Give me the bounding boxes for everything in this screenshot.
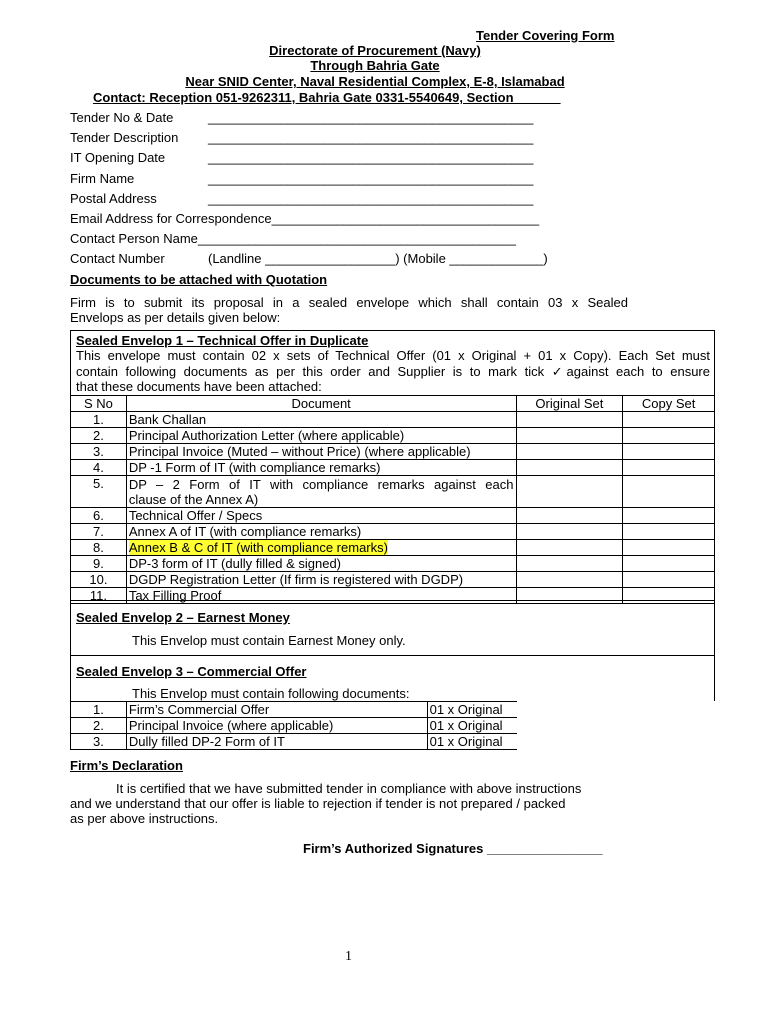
row-no: 8. (71, 540, 127, 556)
table-row (71, 460, 715, 476)
declaration-line-1: It is certified that we have submitted tender in compliance with above instructions (116, 781, 582, 796)
envelop-1-desc-2: contain following documents as per this order and Supplier is to mark tick ✓against each to ensure (76, 364, 710, 379)
col-header-copy-set: Copy Set (623, 396, 715, 412)
envelop-3-desc: This Envelop must contain following documents: (132, 686, 410, 701)
table-row (71, 556, 715, 572)
copy-set-cell[interactable] (623, 524, 715, 540)
row-no: 11. (71, 588, 127, 604)
highlighted-document: Annex B & C of IT (with compliance remarks) (128, 540, 388, 555)
row-document: Bank Challan (126, 412, 516, 428)
original-set-cell[interactable] (516, 524, 623, 540)
row-document: DGDP Registration Letter (If firm is registered with DGDP) (126, 572, 516, 588)
row-document: DP – 2 Form of IT with compliance remarks against each (128, 476, 514, 492)
signature-line[interactable]: Firm’s Authorized Signatures ________________ (303, 841, 603, 856)
field-label-tender-no: Tender No & Date (70, 110, 174, 125)
header-line-4: Contact: Reception 051-9262311, Bahria Gate 0331-5540649, Section ______ (93, 90, 561, 105)
row-quantity: 01 x Original (427, 734, 714, 750)
declaration-title: Firm’s Declaration (70, 758, 183, 773)
row-document: Principal Authorization Letter (where applicable) (126, 428, 516, 444)
contact-number-label: Contact Number (70, 251, 165, 266)
table-row (71, 572, 715, 588)
envelop-1-title: Sealed Envelop 1 – Technical Offer in Duplicate (76, 333, 369, 348)
table-header-row (71, 396, 715, 412)
envelop-1-table (70, 395, 715, 604)
row-document-highlight (126, 540, 516, 556)
field-label-it-opening-date: IT Opening Date (70, 150, 166, 165)
declaration-line-2: and we understand that our offer is liable to rejection if tender is not prepared / packed (70, 796, 566, 811)
table-row (71, 524, 715, 540)
row-no: 3. (71, 444, 127, 460)
original-set-cell[interactable] (516, 476, 623, 508)
row-no: 5. (71, 476, 127, 508)
row-document: Dully filled DP-2 Form of IT (126, 734, 427, 750)
form-title: Tender Covering Form (476, 28, 615, 43)
original-set-cell[interactable] (516, 428, 623, 444)
row-no: 4. (71, 460, 127, 476)
original-set-cell[interactable] (516, 572, 623, 588)
email-field[interactable]: Email Address for Correspondence_____________________________________ (70, 211, 540, 226)
original-set-cell[interactable] (516, 508, 623, 524)
header-line-3: Near SNID Center, Naval Residential Complex, E-8, Islamabad (185, 74, 565, 89)
row-document: DP -1 Form of IT (with compliance remarks) (126, 460, 516, 476)
contact-person-field[interactable]: Contact Person Name____________________________________________ (70, 231, 517, 246)
field-label-tender-description: Tender Description (70, 130, 179, 145)
row-document: Tax Filling Proof (126, 588, 516, 604)
row-no: 7. (71, 524, 127, 540)
envelop-3-title: Sealed Envelop 3 – Commercial Offer (76, 664, 307, 679)
row-no: 9. (71, 556, 127, 572)
field-blank-tender-no[interactable]: _____________________________________________ (208, 110, 534, 125)
field-blank-it-opening-date[interactable]: _____________________________________________ (208, 150, 534, 165)
copy-set-cell[interactable] (623, 460, 715, 476)
copy-set-cell[interactable] (623, 508, 715, 524)
row-document: Principal Invoice (Muted – without Price) (where applicable) (126, 444, 516, 460)
copy-set-cell[interactable] (623, 540, 715, 556)
declaration-line-3: as per above instructions. (70, 811, 219, 826)
row-document-continued: clause of the Annex A) (128, 491, 259, 507)
field-blank-firm-name[interactable]: _____________________________________________ (208, 171, 534, 186)
header-line-2: Through Bahria Gate (310, 58, 440, 73)
row-quantity: 01 x Original (427, 718, 714, 734)
copy-set-cell[interactable] (623, 476, 715, 508)
table-row (71, 508, 715, 524)
row-no: 6. (71, 508, 127, 524)
copy-set-cell[interactable] (623, 556, 715, 572)
copy-set-cell[interactable] (623, 412, 715, 428)
table-row (71, 444, 715, 460)
original-set-cell[interactable] (516, 444, 623, 460)
row-no: 1. (71, 702, 127, 718)
intro-line-2: Envelops as per details given below: (70, 310, 281, 325)
field-label-firm-name: Firm Name (70, 171, 135, 186)
original-set-cell[interactable] (516, 412, 623, 428)
row-no: 10. (71, 572, 127, 588)
copy-set-cell[interactable] (623, 428, 715, 444)
copy-set-cell[interactable] (623, 444, 715, 460)
row-no: 2. (71, 718, 127, 734)
col-header-sno: S No (71, 396, 127, 412)
col-header-original-set: Original Set (516, 396, 623, 412)
row-no: 3. (71, 734, 127, 750)
page-number: 1 (345, 949, 352, 964)
header-line-1: Directorate of Procurement (Navy) (269, 43, 481, 58)
row-quantity: 01 x Original (427, 702, 714, 718)
contact-number-field[interactable]: (Landline __________________) (Mobile _____________) (208, 251, 548, 266)
envelop-1-desc-1: This envelope must contain 02 x sets of Technical Offer (01 x Original + 01 x Copy). Each Set must (76, 348, 710, 363)
original-set-cell[interactable] (516, 460, 623, 476)
copy-set-cell[interactable] (623, 572, 715, 588)
field-label-postal-address: Postal Address (70, 191, 157, 206)
table-row (71, 476, 715, 508)
col-header-document: Document (126, 396, 516, 412)
intro-line-1: Firm is to submit its proposal in a sealed envelope which shall contain 03 x Sealed (70, 295, 628, 310)
row-no: 1. (71, 412, 127, 428)
table-row (71, 428, 715, 444)
row-document: Annex A of IT (with compliance remarks) (126, 524, 516, 540)
field-blank-postal-address[interactable]: _____________________________________________ (208, 191, 534, 206)
table-mask (517, 701, 716, 750)
table-row (71, 412, 715, 428)
row-document: Principal Invoice (where applicable) (126, 718, 427, 734)
envelop-2-desc: This Envelop must contain Earnest Money only. (132, 633, 406, 648)
table-row (71, 540, 715, 556)
row-no: 2. (71, 428, 127, 444)
field-blank-tender-description[interactable]: _____________________________________________ (208, 130, 534, 145)
original-set-cell[interactable] (516, 540, 623, 556)
row-document: Technical Offer / Specs (126, 508, 516, 524)
documents-heading: Documents to be attached with Quotation (70, 272, 328, 287)
envelop-2-title: Sealed Envelop 2 – Earnest Money (76, 610, 290, 625)
row-document: Firm’s Commercial Offer (126, 702, 427, 718)
row-document: DP-3 form of IT (dully filled & signed) (126, 556, 516, 572)
original-set-cell[interactable] (516, 556, 623, 572)
envelop-1-desc-3: that these documents have been attached: (76, 379, 322, 394)
row-document-multiline (126, 476, 516, 508)
